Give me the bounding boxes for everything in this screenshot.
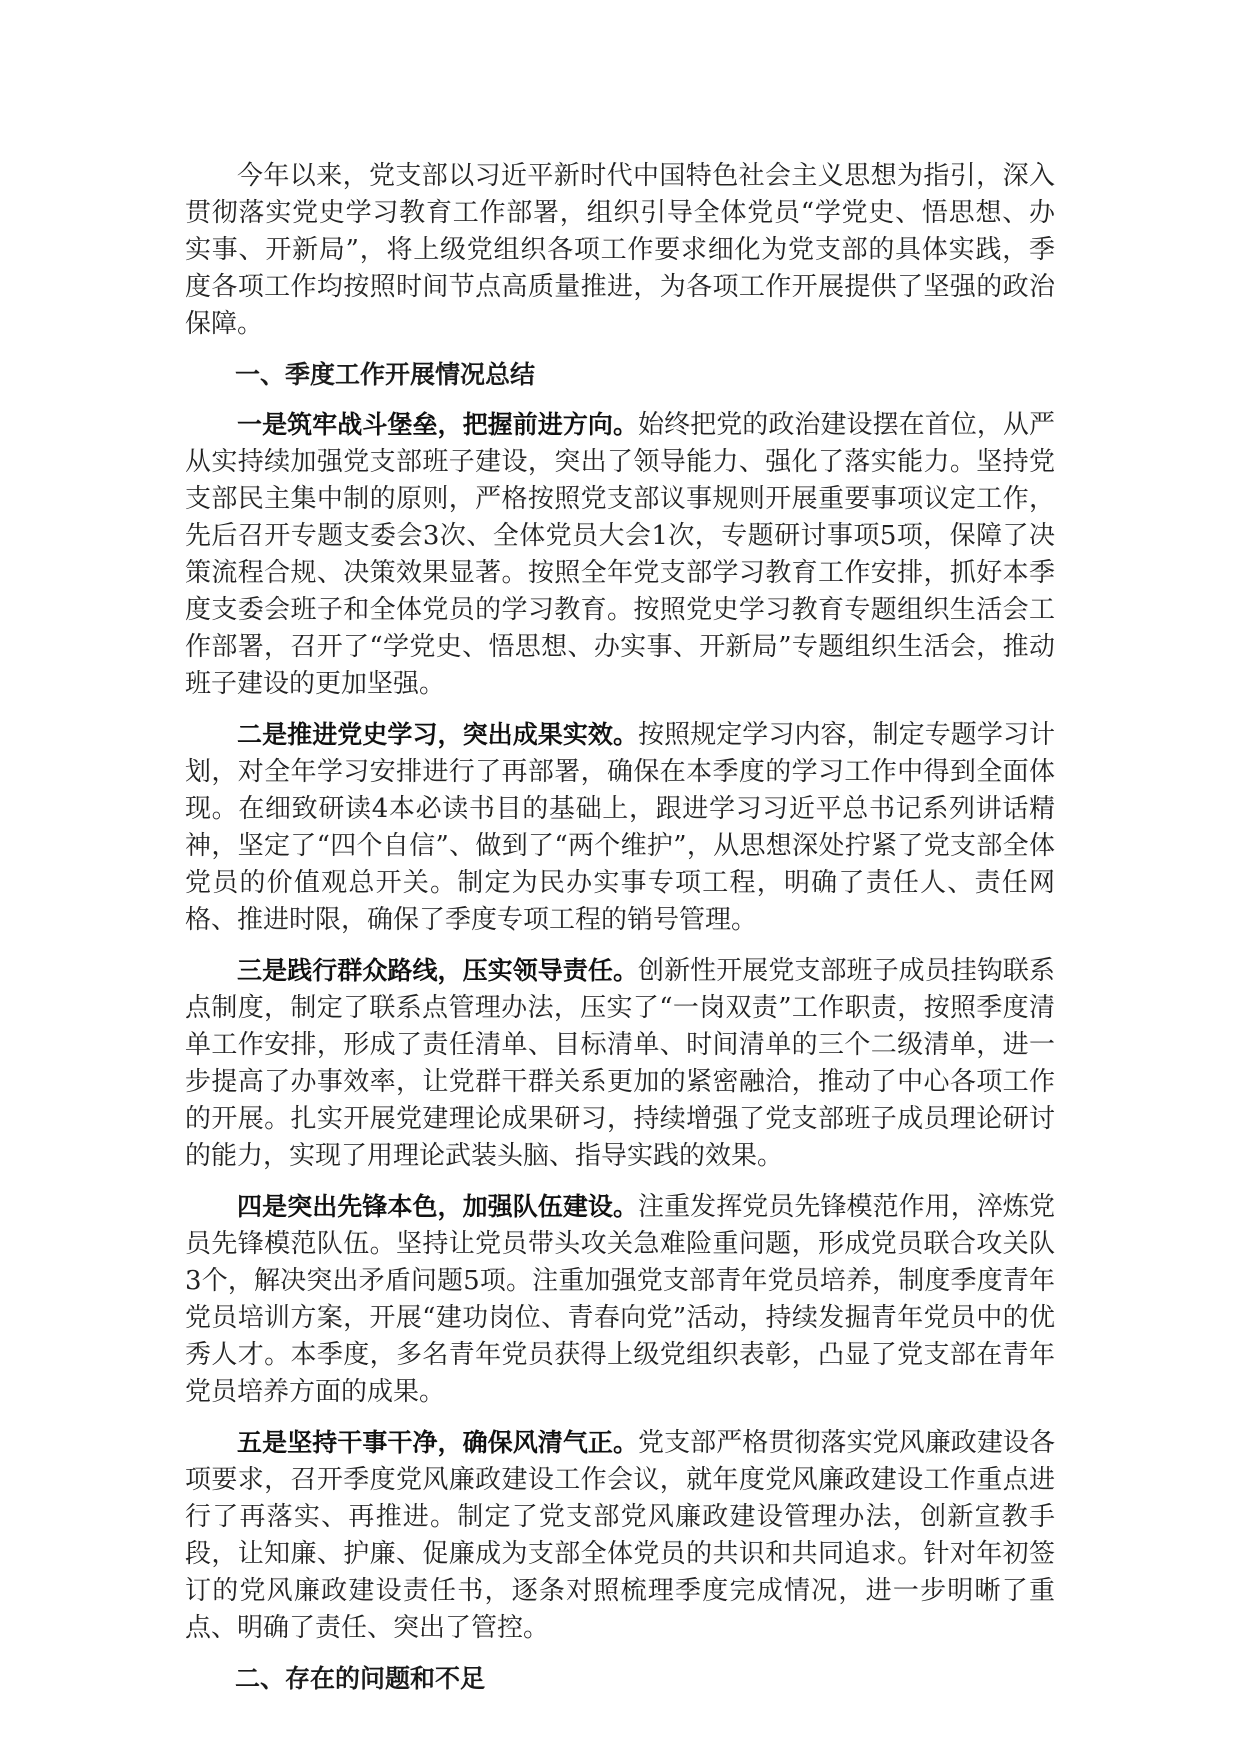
- item-lead: 二是推进党史学习，突出成果实效。: [237, 720, 639, 749]
- item-lead: 五是坚持干事干净，确保风清气正。: [237, 1428, 639, 1457]
- intro-paragraph: 今年以来，党支部以习近平新时代中国特色社会主义思想为指引，深入贯彻落实党史学习教育工作部署，组织引导全体党员“学党史、悟思想、办实事、开新局”，将上级党组织各项工作要求细化为党支部的具体实践，季度各项工作均按照时间节点高质量推进，为各项工作开展提供了坚强的政治保障。: [185, 161, 1055, 339]
- item-text: 按照规定学习内容，制定专题学习计划，对全年学习安排进行了再部署，确保在本季度的学习工作中得到全面体现。在细致研读4本必读书目的基础上，跟进学习习近平总书记系列讲话精神，坚定了“四个自信”、做到了“两个维护”，从思想深处拧紧了党支部全体党员的价值观总开关。制定为民办实事专项工程，明确了责任人、责任网格、推进时限，确保了季度专项工程的销号管理。: [185, 720, 1055, 935]
- item-lead: 三是践行群众路线，压实领导责任。: [237, 956, 639, 985]
- item-paragraph: [185, 716, 1055, 939]
- item-lead: 四是突出先锋本色，加强队伍建设。: [237, 1192, 639, 1221]
- section-heading-problems: 二、存在的问题和不足: [235, 1664, 486, 1693]
- item-text: 党支部严格贯彻落实党风廉政建设各项要求，召开季度党风廉政建设工作会议，就年度党风廉政建设工作重点进行了再落实、再推进。制定了党支部党风廉政建设管理办法，创新宣教手段，让知廉、护廉、促廉成为支部全体党员的共识和共同追求。针对年初签订的党风廉政建设责任书，逐条对照梳理季度完成情况，进一步明晰了重点、明确了责任、突出了管控。: [185, 1428, 1055, 1643]
- item-paragraph: [185, 406, 1055, 703]
- item-text: 始终把党的政治建设摆在首位，从严从实持续加强党支部班子建设，突出了领导能力、强化了落实能力。坚持党支部民主集中制的原则，严格按照党支部议事规则开展重要事项议定工作，先后召开专题支委会3次、全体党员大会1次，专题研讨事项5项，保障了决策流程合规、决策效果显著。按照全年党支部学习教育工作安排，抓好本季度支委会班子和全体党员的学习教育。按照党史学习教育专题组织生活会工作部署，召开了“学党史、悟思想、办实事、开新局”专题组织生活会，推动班子建设的更加坚强。: [185, 410, 1055, 699]
- document-page: [185, 158, 1055, 1710]
- section-heading-summary: 一、季度工作开展情况总结: [235, 360, 536, 389]
- item-text: 创新性开展党支部班子成员挂钩联系点制度，制定了联系点管理办法，压实了“一岗双责”工作职责，按照季度清单工作安排，形成了责任清单、目标清单、时间清单的三个二级清单，进一步提高了办事效率，让党群干群关系更加的紧密融洽，推动了中心各项工作的开展。扎实开展党建理论成果研习，持续增强了党支部班子成员理论研讨的能力，实现了用理论武装头脑、指导实践的效果。: [185, 956, 1055, 1171]
- item-paragraph: [185, 1424, 1055, 1647]
- item-text: 注重发挥党员先锋模范作用，淬炼党员先锋模范队伍。坚持让党员带头攻关急难险重问题，形成党员联合攻关队3个，解决突出矛盾问题5项。注重加强党支部青年党员培养，制度季度青年党员培训方案，开展“建功岗位、青春向党”活动，持续发掘青年党员中的优秀人才。本季度，多名青年党员获得上级党组织表彰，凸显了党支部在青年党员培养方面的成果。: [185, 1192, 1055, 1407]
- item-paragraph: [185, 952, 1055, 1175]
- item-lead: 一是筑牢战斗堡垒，把握前进方向。: [237, 410, 639, 439]
- item-paragraph: [185, 1188, 1055, 1411]
